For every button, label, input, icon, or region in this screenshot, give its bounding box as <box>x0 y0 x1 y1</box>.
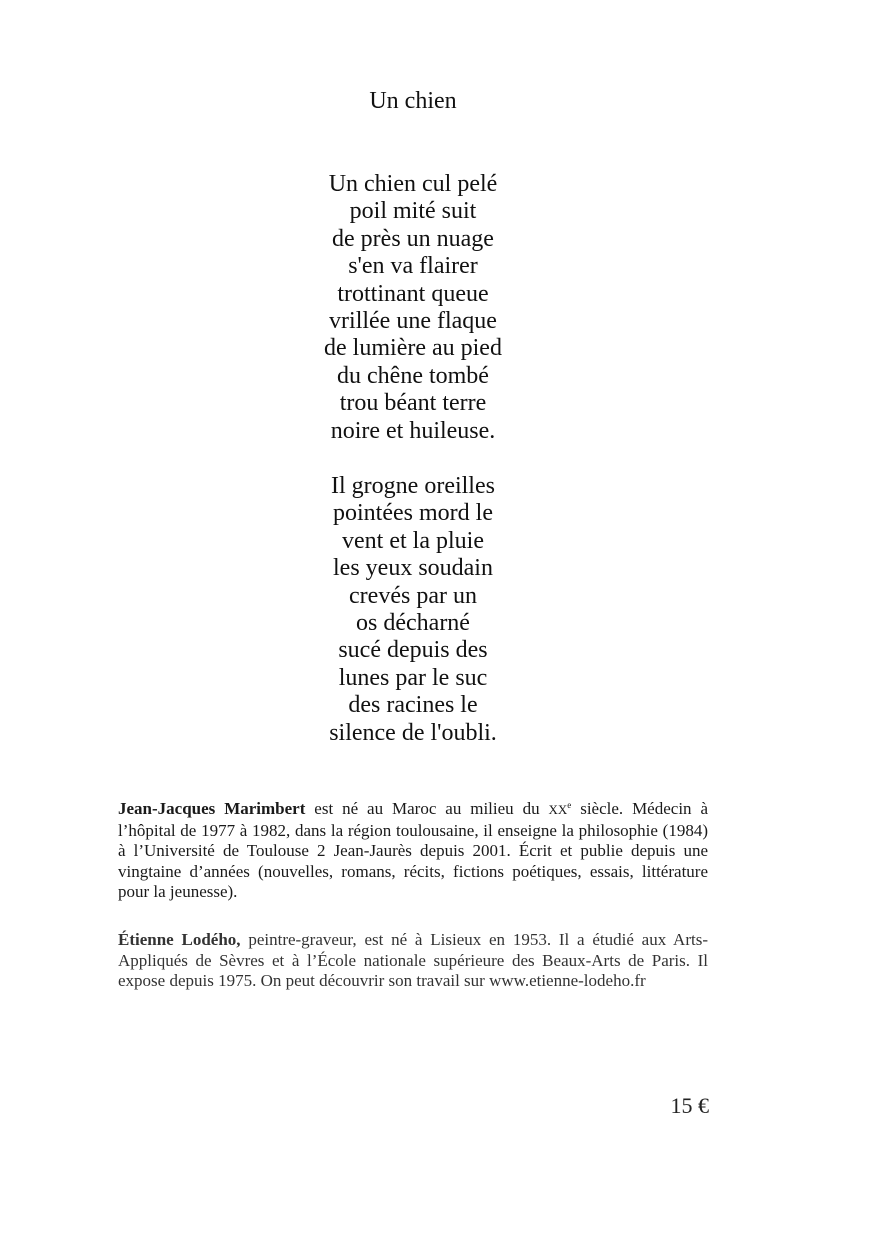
verse-line: s'en va flairer <box>348 253 478 280</box>
verse-line: Il grogne oreilles <box>331 473 495 499</box>
verse-line: vrillée une flaque <box>329 308 497 335</box>
illustrator-bio-text: peintre-graveur, est né à Lisieux en 1953. Il a étudié aux Arts-Appliqués de Sèvres et à l’École nationale supérieure des Beaux-Arts de Paris. Il expose depuis 1975. On peut découvrir son travail sur www.etienne-lodeho.fr <box>118 930 708 990</box>
author-bio <box>118 799 708 903</box>
poem-stanza-1 <box>0 171 826 445</box>
verse-line: des racines le <box>348 692 478 719</box>
verse-line: vent et la pluie <box>342 527 484 554</box>
verse-line: sucé depuis des <box>338 637 488 664</box>
verse-line: pointées mord le <box>333 500 493 527</box>
author-bio-text-end: siècle. Médecin à l’hôpital de 1977 à 1982, dans la région toulousaine, il enseigne la philosophie (1984) à l’Université de Toulouse 2 Jean-Jaurès depuis 2001. Écrit et publie depuis une vingtaine d’années (nouvelles, romans, récits, fictions poétiques, essais, littérature pour la jeunesse). <box>118 799 709 901</box>
verse-line: silence de l'oubli. <box>329 719 497 746</box>
verse-line: crevés par un <box>349 582 477 609</box>
price-label: 15 € <box>670 1093 709 1118</box>
verse-line: os décharné <box>356 610 470 637</box>
verse-line: poil mité suit <box>349 198 477 225</box>
verse-line: les yeux soudain <box>333 555 493 582</box>
illustrator-name: Étienne Lodého, <box>118 930 241 949</box>
author-bio-text-start: est né au Maroc au milieu du <box>305 799 549 818</box>
century-suffix: e <box>567 800 572 810</box>
century-numeral: XX <box>548 802 568 817</box>
verse-line: de près un nuage <box>332 225 494 252</box>
verse-line: trou béant terre <box>339 390 487 417</box>
author-name: Jean-Jacques Marimbert <box>118 799 306 818</box>
verse-line: noire et huileuse. <box>330 417 496 444</box>
poem-stanza-2 <box>0 473 826 747</box>
poem-title: Un chien <box>369 88 457 114</box>
verse-line: de lumière au pied <box>324 335 502 362</box>
verse-line: lunes par le suc <box>338 664 488 691</box>
verse-line: Un chien cul pelé <box>328 171 498 197</box>
verse-line: du chêne tombé <box>337 362 489 389</box>
verse-line: trottinant queue <box>337 280 489 307</box>
illustrator-bio <box>118 930 708 992</box>
